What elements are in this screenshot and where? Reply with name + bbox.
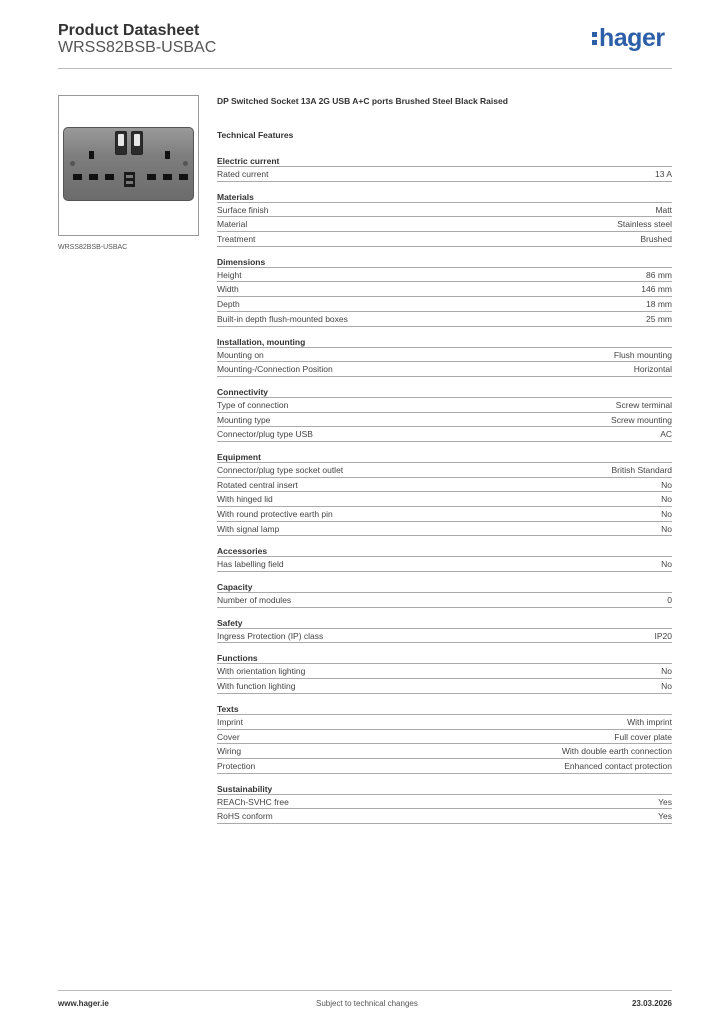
earth-pin-slot-right [165,151,170,159]
spec-label: With function lighting [217,681,296,692]
spec-label: Imprint [217,716,243,727]
pin-slot [163,174,172,180]
spec-row [217,362,672,377]
spec-row [217,809,672,824]
logo-text: hager [599,24,665,52]
section-materials [217,191,672,247]
socket-illustration [63,127,194,201]
spec-label: REACh-SVHC free [217,796,289,807]
spec-value: British Standard [611,464,672,475]
spec-row [217,463,672,478]
pin-slot [147,174,156,180]
spec-value: 13 A [654,169,672,179]
product-code: WRSS82BSB-USBAC [58,39,217,56]
switch-rocker-left [115,131,127,155]
spec-value: Matt [655,204,672,215]
spec-row [217,507,672,522]
section-sustainability [217,783,672,824]
spec-value: No [661,681,672,692]
section-title: Dimensions [217,256,672,268]
spec-value: Brushed [640,234,672,245]
spec-label: Rated current [217,169,269,179]
spec-label: With signal lamp [217,523,280,534]
page-title: Product Datasheet [58,22,200,39]
usb-port-icon [124,172,135,187]
spec-row [217,664,672,679]
spec-label: Wiring [217,746,242,757]
spec-row [217,759,672,774]
section-title: Connectivity [217,386,672,398]
section-title: Sustainability [217,783,672,795]
pin-slot [89,174,98,180]
product-title: DP Switched Socket 13A 2G USB A+C ports Brushed Steel Black Raised [217,96,508,106]
spec-label: Connector/plug type USB [217,429,313,440]
spec-label: With round protective earth pin [217,509,333,519]
spec-value: 146 mm [641,284,672,295]
spec-row [217,715,672,730]
spec-value: Stainless steel [617,219,672,230]
section-title: Materials [217,191,672,203]
features-title: Technical Features [217,130,294,140]
spec-label: Built-in depth flush-mounted boxes [217,313,348,324]
section-accessories [217,545,672,572]
section-safety [217,617,672,644]
spec-label: Protection [217,760,256,771]
spec-value: Flush mounting [613,349,672,360]
spec-label: Rotated central insert [217,479,298,490]
spec-label: Surface finish [217,204,269,215]
spec-label: Width [217,284,239,295]
spec-value: Horizontal [633,364,672,375]
spec-value: Yes [658,811,672,822]
screw-icon [70,161,75,166]
spec-label: Type of connection [217,399,289,410]
section-title: Safety [217,617,672,629]
spec-label: Material [217,219,248,230]
screw-icon [183,161,188,166]
spec-row [217,478,672,493]
pin-slot [105,174,114,180]
technical-content [217,96,672,833]
spec-row [217,232,672,247]
spec-row [217,593,672,608]
spec-label: Cover [217,731,240,742]
section-title: Capacity [217,581,672,593]
spec-row [217,348,672,363]
switch-rocker-right [131,131,143,155]
spec-label: Number of modules [217,595,292,606]
hager-logo [592,26,665,51]
spec-value: No [661,479,672,490]
spec-value: IP20 [654,630,672,641]
section-texts [217,703,672,774]
spec-row [217,629,672,644]
logo-colon-icon [592,30,597,47]
header-divider [58,68,672,69]
spec-row [217,398,672,413]
pin-slot [73,174,82,180]
spec-label: RoHS conform [217,811,273,822]
spec-row [217,167,672,182]
section-title: Installation, mounting [217,336,672,348]
spec-value: AC [660,429,672,440]
section-functions [217,652,672,693]
section-title: Accessories [217,545,672,557]
spec-row [217,282,672,297]
spec-value: No [661,509,672,519]
spec-label: Mounting type [217,414,271,425]
spec-value: Yes [658,796,672,807]
image-caption: WRSS82BSB-USBAC [58,244,128,251]
pin-slot [179,174,188,180]
spec-row [217,492,672,507]
section-dimensions [217,256,672,327]
section-installation-mounting [217,336,672,377]
spec-value: Screw terminal [615,399,672,410]
footer-date: 23.03.2026 [631,999,672,1008]
spec-value: Full cover plate [614,731,672,742]
spec-row [217,795,672,810]
spec-value: 25 mm [646,313,672,324]
section-equipment [217,451,672,536]
footer-divider [58,990,672,991]
section-electric-current [217,155,672,182]
spec-value: 0 [667,595,672,606]
spec-row [217,203,672,218]
spec-value: No [661,494,672,505]
spec-row [217,522,672,537]
section-title: Texts [217,703,672,715]
spec-value: With imprint [627,716,672,727]
spec-label: With hinged lid [217,494,273,505]
earth-pin-slot-left [89,151,94,159]
spec-label: Treatment [217,234,256,245]
spec-row [217,679,672,694]
spec-row [217,312,672,327]
spec-row [217,413,672,428]
spec-value: With double earth connection [561,746,672,757]
spec-label: Depth [217,299,240,310]
spec-label: Connector/plug type socket outlet [217,464,344,475]
section-connectivity [217,386,672,442]
section-title: Electric current [217,155,672,167]
section-title: Functions [217,652,672,664]
spec-label: Mounting on [217,349,264,360]
spec-row [217,427,672,442]
spec-value: No [661,559,672,570]
feature-sections [217,155,672,824]
product-image [58,95,199,236]
spec-row [217,268,672,283]
section-title: Equipment [217,451,672,463]
spec-value: Enhanced contact protection [564,760,672,771]
spec-row [217,557,672,572]
spec-row [217,744,672,759]
spec-value: 18 mm [646,299,672,310]
spec-label: Ingress Protection (IP) class [217,630,324,641]
spec-row [217,730,672,745]
footer-note: Subject to technical changes [316,999,418,1008]
spec-row [217,297,672,312]
spec-row [217,217,672,232]
spec-value: No [661,666,672,677]
section-capacity [217,581,672,608]
spec-label: Height [217,269,242,280]
spec-value: No [661,523,672,534]
spec-label: Has labelling field [217,559,284,570]
spec-value: Screw mounting [611,414,672,425]
spec-label: Mounting-/Connection Position [217,364,333,375]
spec-value: 86 mm [646,269,672,280]
footer-website[interactable]: www.hager.ie [58,999,109,1008]
spec-label: With orientation lighting [217,666,306,677]
